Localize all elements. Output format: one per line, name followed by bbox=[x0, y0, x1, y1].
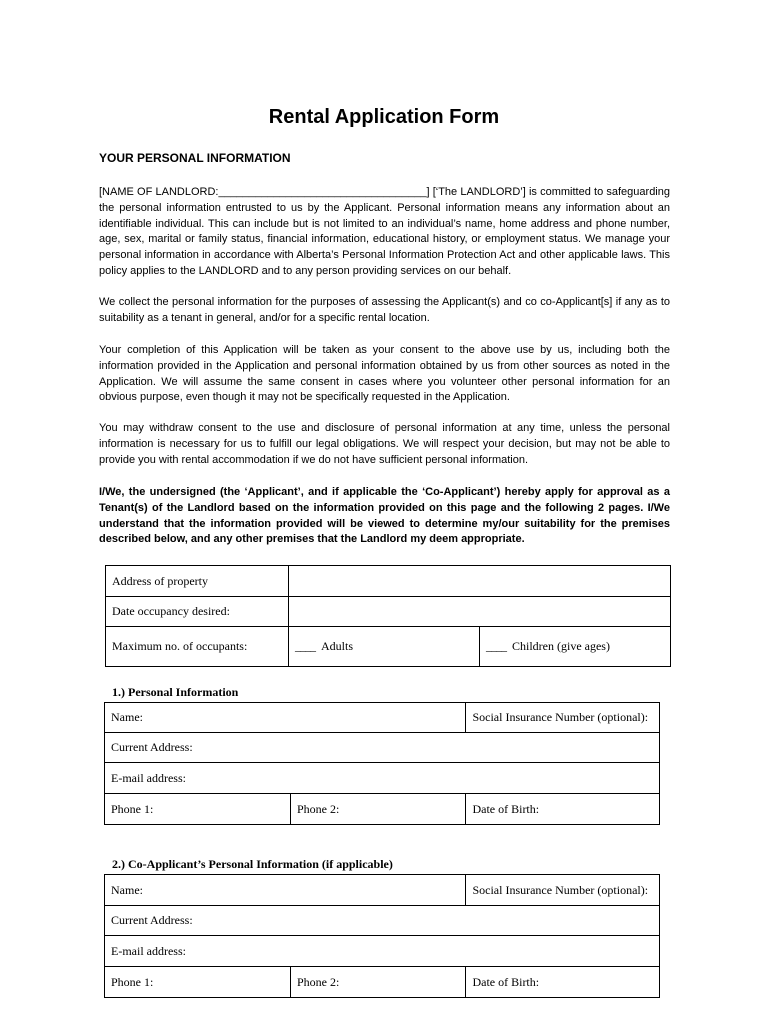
applicant-name-label: Name: bbox=[111, 710, 143, 724]
co-applicant-dob-field[interactable] bbox=[466, 967, 660, 998]
declaration-paragraph: I/We, the undersigned (the ‘Applicant’, and if applicable the ‘Co-Applicant’) hereby apply for approval as a Tenant(s) of the Landlord based on the information provided on this page and the following 2 pages. I/We understand that the information provided will be viewed to determine my/our suitability for the premises described below, and any other premises that the Landlord my deem appropriate. bbox=[99, 486, 670, 546]
co-applicant-address-label: Current Address: bbox=[111, 913, 193, 927]
applicant-sin-field[interactable] bbox=[466, 703, 660, 733]
co-applicant-phone1-label: Phone 1: bbox=[111, 974, 154, 989]
applicant-address-label: Current Address: bbox=[111, 740, 193, 754]
co-applicant-sin-field[interactable] bbox=[466, 875, 660, 906]
adults-label: Adults bbox=[321, 639, 354, 653]
applicant-name-field[interactable] bbox=[105, 703, 466, 733]
co-applicant-heading: 2.) Co-Applicant’s Personal Information (if applicable) bbox=[112, 857, 393, 871]
applicant-phone2-label: Phone 2: bbox=[297, 801, 340, 816]
address-of-property-field[interactable] bbox=[289, 566, 671, 597]
date-occupancy-label: Date occupancy desired: bbox=[106, 597, 289, 627]
children-field[interactable] bbox=[480, 627, 671, 667]
applicant-table bbox=[104, 702, 660, 825]
applicant-dob-field[interactable] bbox=[466, 794, 660, 825]
adults-blank: ____ bbox=[295, 639, 315, 653]
applicant-sin-label: Social Insurance Number (optional): bbox=[472, 710, 649, 724]
privacy-paragraph: [NAME OF LANDLORD:__________________________________] [‘The LANDLORD’] is committed to safeguarding the personal information entrusted to us by the Applicant. Personal information means any information about an identifiable individual. This can include but is not limited to an individual’s name, home address and phone number, age, sex, marital or family status, financial information, educational history, or employment status. We manage your personal information in accordance with Alberta’s Personal Information Protection Act and other applicable laws. This policy applies to the LANDLORD and to any person providing services on our behalf. bbox=[99, 186, 670, 277]
page-title: Rental Application Form bbox=[268, 106, 500, 128]
section-heading: YOUR PERSONAL INFORMATION bbox=[99, 151, 291, 165]
co-applicant-phone1-field[interactable] bbox=[105, 967, 291, 998]
co-applicant-table bbox=[104, 874, 660, 998]
withdraw-paragraph: You may withdraw consent to the use and disclosure of personal information at any time, unless the personal information is necessary for us to fulfill our legal obligations. We will respect your decision, but may not be able to provide you with rental accommodation if we do not have sufficient personal information. bbox=[99, 422, 670, 466]
personal-info-heading: 1.) Personal Information bbox=[112, 685, 239, 699]
applicant-dob-label: Date of Birth: bbox=[472, 801, 540, 816]
co-applicant-name-label: Name: bbox=[111, 882, 143, 897]
max-occupants-label: Maximum no. of occupants: bbox=[106, 627, 289, 667]
applicant-phone2-field[interactable] bbox=[291, 794, 466, 825]
applicant-email-label: E-mail address: bbox=[111, 770, 186, 785]
co-applicant-address-field[interactable] bbox=[105, 906, 660, 936]
consent-paragraph: Your completion of this Application will be taken as your consent to the above use by us, including both the information provided in the Application and personal information obtained by us from other sources as noted in the Application. We will assume the same consent in cases where you volunteer other personal information for an obvious purpose, even though it may not be specifically requested in the Application. bbox=[99, 344, 670, 404]
co-applicant-phone2-field[interactable] bbox=[291, 967, 466, 998]
applicant-address-field[interactable] bbox=[105, 733, 660, 763]
date-occupancy-field[interactable] bbox=[289, 597, 671, 627]
co-applicant-name-field[interactable] bbox=[105, 875, 466, 906]
co-applicant-phone2-label: Phone 2: bbox=[297, 974, 340, 989]
co-applicant-email-field[interactable] bbox=[105, 936, 660, 967]
property-table bbox=[105, 565, 671, 667]
co-applicant-email-label: E-mail address: bbox=[111, 943, 186, 958]
co-applicant-dob-label: Date of Birth: bbox=[472, 974, 540, 989]
applicant-phone1-field[interactable] bbox=[105, 794, 291, 825]
children-blank: ____ bbox=[486, 639, 506, 653]
adults-field[interactable] bbox=[289, 627, 480, 667]
address-of-property-label: Address of property bbox=[106, 566, 289, 597]
collection-paragraph: We collect the personal information for the purposes of assessing the Applicant(s) and co co-Applicant[s] if any as to suitability as a tenant in general, and/or for a specific rental location. bbox=[99, 296, 670, 324]
applicant-phone1-label: Phone 1: bbox=[111, 801, 154, 816]
applicant-email-field[interactable] bbox=[105, 763, 660, 794]
children-label: Children (give ages) bbox=[512, 639, 610, 653]
co-applicant-sin-label: Social Insurance Number (optional): bbox=[472, 882, 649, 897]
